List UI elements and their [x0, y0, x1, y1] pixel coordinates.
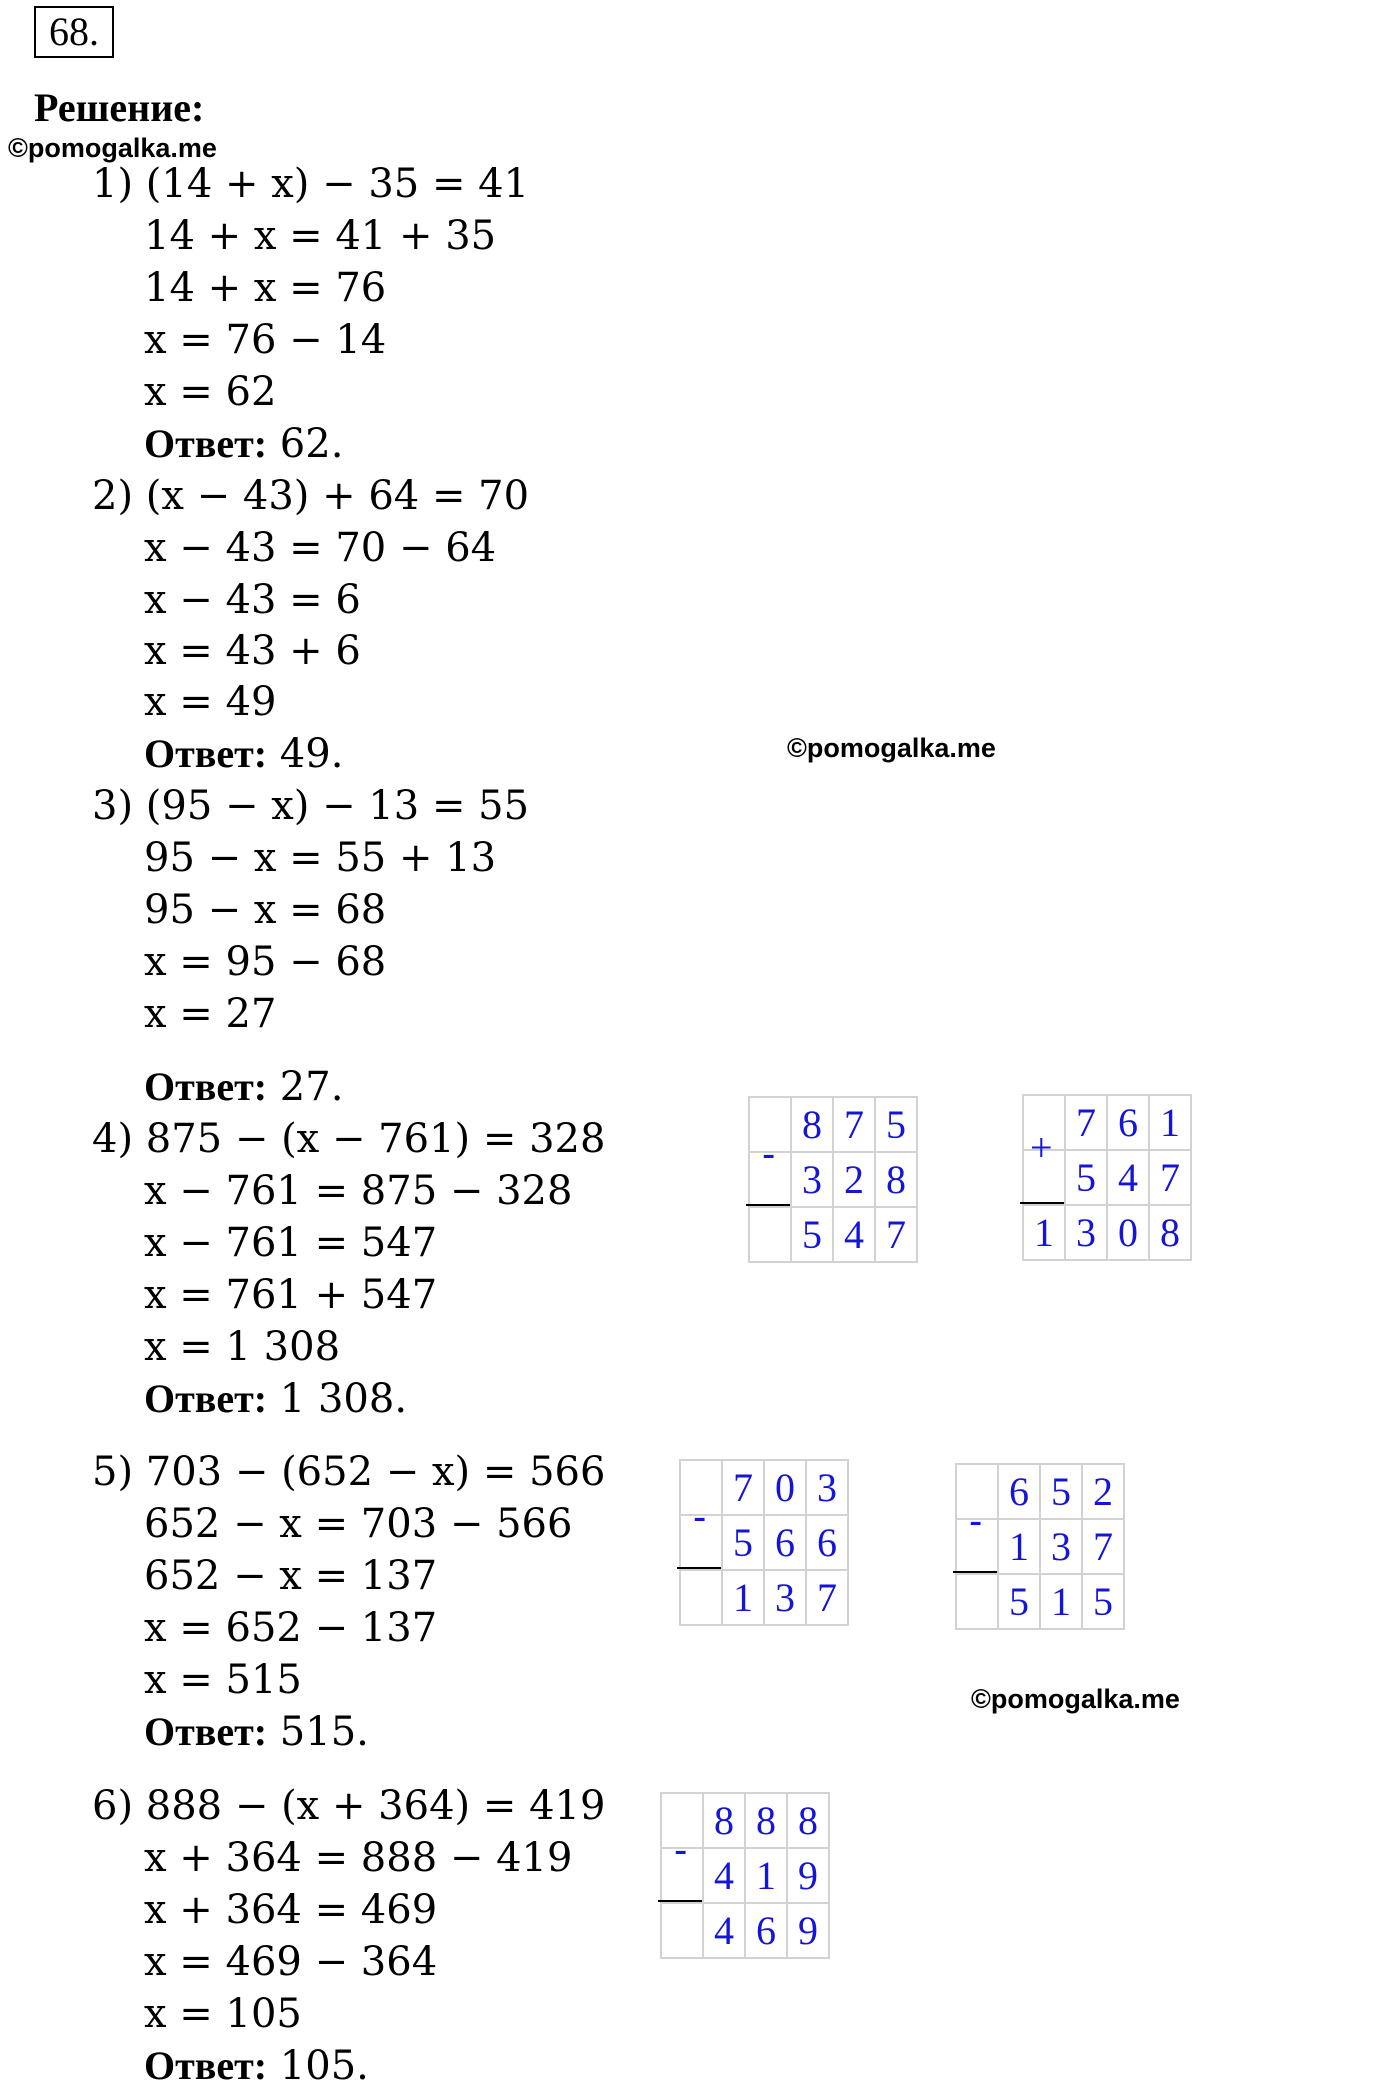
digit-cell: 7: [1065, 1095, 1107, 1150]
digit-cell: 7: [1082, 1519, 1124, 1574]
equation-line: 14 + x = 76: [144, 265, 387, 311]
digit-cell: 9: [787, 1903, 829, 1958]
minus-sign: -: [762, 1132, 776, 1176]
equation-line: 2) (x − 43) + 64 = 70: [92, 473, 530, 519]
answer-label: Ответ:: [144, 1709, 268, 1754]
watermark: ©pomogalka.me: [8, 133, 217, 163]
digit-cell: 5: [875, 1097, 917, 1152]
answer-value: 1 308.: [267, 1376, 408, 1422]
separator-line: [677, 1567, 721, 1569]
digit-cell: 5: [1040, 1464, 1082, 1519]
column-subtraction: [660, 1792, 830, 1959]
solution-heading: Решение:: [34, 85, 205, 130]
sign-cell: [749, 1207, 791, 1262]
equation-line: x = 652 − 137: [144, 1605, 438, 1651]
digit-cell: 8: [875, 1152, 917, 1207]
separator-line: [658, 1900, 702, 1902]
equation-line: x − 43 = 70 − 64: [144, 525, 497, 571]
column-addition: [1022, 1094, 1192, 1261]
digit-cell: 7: [1149, 1150, 1191, 1205]
digit-cell: 1: [722, 1570, 764, 1625]
answer-line: [144, 1706, 369, 1758]
equation-line: x − 761 = 875 − 328: [144, 1168, 573, 1214]
separator-line: [953, 1571, 997, 1573]
digit-cell: 8: [787, 1793, 829, 1848]
watermark: ©pomogalka.me: [971, 1684, 1180, 1714]
sign-cell: [661, 1903, 703, 1958]
equation-line: x = 49: [144, 679, 277, 725]
digit-cell: 1: [1149, 1095, 1191, 1150]
equation-line: 95 − x = 55 + 13: [144, 835, 497, 881]
equation-line: x = 469 − 364: [144, 1939, 438, 1985]
digit-cell: 5: [998, 1574, 1040, 1629]
digit-cell: 7: [722, 1460, 764, 1515]
digit-cell: 0: [764, 1460, 806, 1515]
equation-line: x = 105: [144, 1991, 302, 2037]
answer-label: Ответ:: [144, 1376, 268, 1421]
equation-line: x = 515: [144, 1657, 302, 1703]
answer-value: 515.: [267, 1709, 369, 1755]
digit-cell: 2: [1082, 1464, 1124, 1519]
digit-cell: 6: [806, 1515, 848, 1570]
answer-line: [144, 728, 343, 780]
digit-cell: 7: [806, 1570, 848, 1625]
equation-line: x + 364 = 888 − 419: [144, 1835, 573, 1881]
equation-line: x = 761 + 547: [144, 1272, 438, 1318]
answer-value: 62.: [267, 421, 344, 467]
digit-cell: 6: [998, 1464, 1040, 1519]
equation-line: x + 364 = 469: [144, 1887, 438, 1933]
answer-line: [144, 1061, 343, 1113]
minus-sign: -: [969, 1499, 983, 1543]
column-subtraction: [679, 1459, 849, 1626]
digit-cell: 8: [703, 1793, 745, 1848]
digit-cell: 5: [722, 1515, 764, 1570]
digit-cell: 6: [1107, 1095, 1149, 1150]
equation-line: 4) 875 − (x − 761) = 328: [92, 1116, 606, 1162]
digit-cell: 9: [787, 1848, 829, 1903]
column-subtraction: [955, 1463, 1125, 1630]
plus-sign: +: [1030, 1125, 1053, 1170]
digit-cell: 8: [745, 1793, 787, 1848]
digit-cell: 3: [764, 1570, 806, 1625]
digit-cell: 2: [833, 1152, 875, 1207]
digit-cell: 3: [791, 1152, 833, 1207]
digit-cell: 8: [791, 1097, 833, 1152]
digit-cell: 1: [998, 1519, 1040, 1574]
digit-cell: 5: [791, 1207, 833, 1262]
answer-value: 27.: [267, 1064, 344, 1110]
equation-line: 3) (95 − x) − 13 = 55: [92, 783, 530, 829]
equation-line: x − 43 = 6: [144, 577, 361, 623]
equation-line: 95 − x = 68: [144, 887, 387, 933]
digit-cell: 4: [833, 1207, 875, 1262]
digit-cell: 4: [703, 1903, 745, 1958]
digit-cell: 1: [745, 1848, 787, 1903]
answer-line: [144, 418, 343, 470]
digit-cell: 6: [745, 1903, 787, 1958]
digit-cell: 0: [1107, 1205, 1149, 1260]
answer-label: Ответ:: [144, 731, 268, 776]
equation-line: x = 43 + 6: [144, 628, 361, 674]
equation-line: x = 27: [144, 991, 277, 1037]
answer-line: [144, 1373, 407, 1425]
sign-cell: [956, 1574, 998, 1629]
digit-cell: 6: [764, 1515, 806, 1570]
watermark: ©pomogalka.me: [787, 733, 996, 763]
equation-line: x − 761 = 547: [144, 1220, 438, 1266]
digit-cell: 1: [1040, 1574, 1082, 1629]
column-subtraction: [748, 1096, 918, 1263]
digit-cell: 3: [1040, 1519, 1082, 1574]
answer-label: Ответ:: [144, 421, 268, 466]
equation-line: x = 62: [144, 369, 277, 415]
sign-cell: [680, 1570, 722, 1625]
minus-sign: -: [674, 1828, 688, 1872]
equation-line: x = 95 − 68: [144, 939, 387, 985]
digit-cell: 3: [806, 1460, 848, 1515]
problem-number: 68.: [34, 6, 114, 58]
equation-line: 5) 703 − (652 − x) = 566: [92, 1449, 606, 1495]
equation-line: x = 76 − 14: [144, 317, 387, 363]
separator-line: [746, 1204, 790, 1206]
equation-line: 6) 888 − (x + 364) = 419: [92, 1783, 606, 1829]
equation-line: 652 − x = 703 − 566: [144, 1501, 573, 1547]
digit-cell: 4: [703, 1848, 745, 1903]
answer-value: 49.: [267, 731, 344, 777]
digit-cell: 7: [875, 1207, 917, 1262]
digit-cell: 8: [1149, 1205, 1191, 1260]
answer-value: 105.: [267, 2043, 369, 2089]
digit-cell: 3: [1065, 1205, 1107, 1260]
equation-line: 14 + x = 41 + 35: [144, 213, 497, 259]
answer-label: Ответ:: [144, 1064, 268, 1109]
answer-label: Ответ:: [144, 2043, 268, 2088]
digit-cell: 7: [833, 1097, 875, 1152]
minus-sign: -: [693, 1495, 707, 1539]
equation-line: x = 1 308: [144, 1324, 341, 1370]
equation-line: 1) (14 + x) − 35 = 41: [92, 161, 530, 207]
digit-cell: 5: [1082, 1574, 1124, 1629]
digit-cell: 4: [1107, 1150, 1149, 1205]
separator-line: [1020, 1202, 1064, 1204]
digit-cell: 1: [1023, 1205, 1065, 1260]
answer-line: [144, 2040, 369, 2092]
digit-cell: 5: [1065, 1150, 1107, 1205]
equation-line: 652 − x = 137: [144, 1553, 438, 1599]
